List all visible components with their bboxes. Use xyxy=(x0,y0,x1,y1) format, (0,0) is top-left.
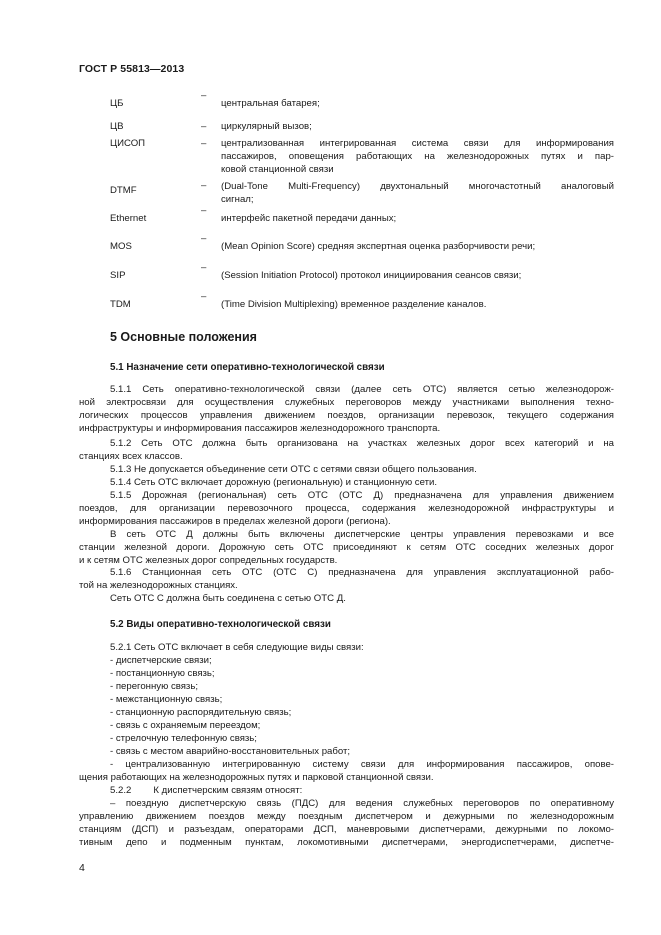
abbreviation-description: (Dual-Tone Multi-Frequency) двухтональный многочастотный аналоговый сигнал; xyxy=(221,181,614,205)
subsection-heading: 5.2 Виды оперативно-технологической связи xyxy=(110,619,331,630)
list-item: - перегонную связь; xyxy=(110,681,198,692)
abbreviation-term: SIP xyxy=(110,270,126,281)
abbreviation-dash: – xyxy=(201,291,207,302)
paragraph-5-1-4: 5.1.4 Сеть ОТС включает дорожную (региональную) и станционную сети. xyxy=(110,477,438,488)
abbreviation-description: централизованная интегрированная система связи для информирования пассажиров, оповещения работающих на железнодорожных путях и пар- ковой станционной связи xyxy=(221,138,614,175)
communication-types-list xyxy=(79,654,614,784)
page-number: 4 xyxy=(79,862,85,874)
abbreviation-dash: – xyxy=(201,262,207,273)
abbreviation-description: интерфейс пакетной передачи данных; xyxy=(221,213,397,224)
paragraph-5-1-6-continued: Сеть ОТС С должна быть соединена с сетью ОТС Д. xyxy=(110,593,346,604)
abbreviation-term: MOS xyxy=(110,241,132,252)
subsection-heading: 5.1 Назначение сети оперативно-технологической связи xyxy=(110,362,385,373)
paragraph-5-1-5: 5.1.5 Дорожная (региональная) сеть ОТС (ОТС Д) предназначена для управления движением поездов, для организации перевозочного процесса, содержания железнодорожной инфраструктуры и информирования пассажиров в пределах железной дороги (региона). xyxy=(79,490,614,527)
list-item-continuation: щения работающих на железнодорожных путях и парковой станционной связи. xyxy=(79,772,434,783)
abbreviation-dash: – xyxy=(201,233,207,244)
abbreviation-term: ЦИСОП xyxy=(110,138,146,149)
paragraph-text: К диспетчерским связям относят: xyxy=(153,785,303,796)
abbreviation-dash: – xyxy=(201,180,207,191)
abbreviation-dash: – xyxy=(201,138,207,149)
list-item: - связь с охраняемым переездом; xyxy=(110,720,261,731)
list-item: - централизованную интегрированную систему связи для информирования пассажиров, опове- xyxy=(110,759,614,770)
list-item: - межстанционную связь; xyxy=(110,694,223,705)
paragraph-5-2-1: 5.2.1 Сеть ОТС включает в себя следующие виды связи: xyxy=(110,642,364,653)
abbreviation-description: центральная батарея; xyxy=(221,98,320,109)
list-item: - стрелочную телефонную связь; xyxy=(110,733,257,744)
paragraph-5-2-2: 5.2.2 К диспетчерским связям относят: – поездную диспетчерскую связь (ПДС) для ведения служебных переговоров по оперативному управлению движением поездов между поездным диспетчером и дежурными по железнодорожным станциям (ДСП) и разъездам, операторами ДСП, маневровыми диспетчерами, дежурными по локомо- тивным депо и подменным пунктам, локомотивными диспетчерами, энергодиспетчерами, диспетче- xyxy=(79,785,614,848)
list-item: - постанционную связь; xyxy=(110,668,215,679)
abbreviation-description: (Time Division Multiplexing) временное разделение каналов. xyxy=(221,299,487,310)
abbreviation-dash: – xyxy=(201,121,207,132)
section-heading: 5 Основные положения xyxy=(110,330,257,344)
paragraph-5-1-5-continued: В сеть ОТС Д должны быть включены диспетчерские центры управления перевозками и все станции железной дороги. Дорожную сеть ОТС присоединяют к сетям ОТС соседних железных дорог и к сетям ОТС железных дорог сопредельных государств. xyxy=(79,529,614,566)
list-item: - диспетчерские связи; xyxy=(110,655,212,666)
paragraph-5-1-6: 5.1.6 Станционная сеть ОТС (ОТС С) предназначена для управления эксплуатационной рабо- той на железнодорожных станциях. xyxy=(79,567,614,591)
abbreviation-description: (Mean Opinion Score) средняя экспертная оценка разборчивости речи; xyxy=(221,241,536,252)
abbreviation-description: (Session Initiation Protocol) протокол инициирования сеансов связи; xyxy=(221,270,522,281)
abbreviation-term: ЦВ xyxy=(110,121,124,132)
paragraph-number: 5.2.2 xyxy=(110,785,132,796)
list-item: - связь с местом аварийно-восстановительных работ; xyxy=(110,746,351,757)
abbreviation-dash: – xyxy=(201,205,207,216)
abbreviation-description: циркулярный вызов; xyxy=(221,121,312,132)
list-item: - станционную распорядительную связь; xyxy=(110,707,292,718)
abbreviation-term: TDM xyxy=(110,299,131,310)
paragraph-5-1-3: 5.1.3 Не допускается объединение сети ОТС с сетями связи общего пользования. xyxy=(110,464,477,475)
paragraph-5-1-1: 5.1.1 Сеть оперативно-технологической связи (далее сеть ОТС) является сетью железнодорож- ной электросвязи для осуществления служебных переговоров между участниками выполнения техно- логических процессов управления движением поездов, организации перевозок, текущего содержания инфраструктуры и информирования пассажиров железнодорожного транспорта. xyxy=(79,384,614,434)
abbreviation-term: Ethernet xyxy=(110,213,147,224)
abbreviation-term: ЦБ xyxy=(110,98,124,109)
abbreviation-dash: – xyxy=(201,90,207,101)
paragraph-5-1-2: 5.1.2 Сеть ОТС должна быть организована на участках железных дорог всех категорий и на станциях всех классов. xyxy=(79,438,614,462)
abbreviation-term: DTMF xyxy=(110,185,137,196)
document-header: ГОСТ Р 55813—2013 xyxy=(79,63,185,75)
